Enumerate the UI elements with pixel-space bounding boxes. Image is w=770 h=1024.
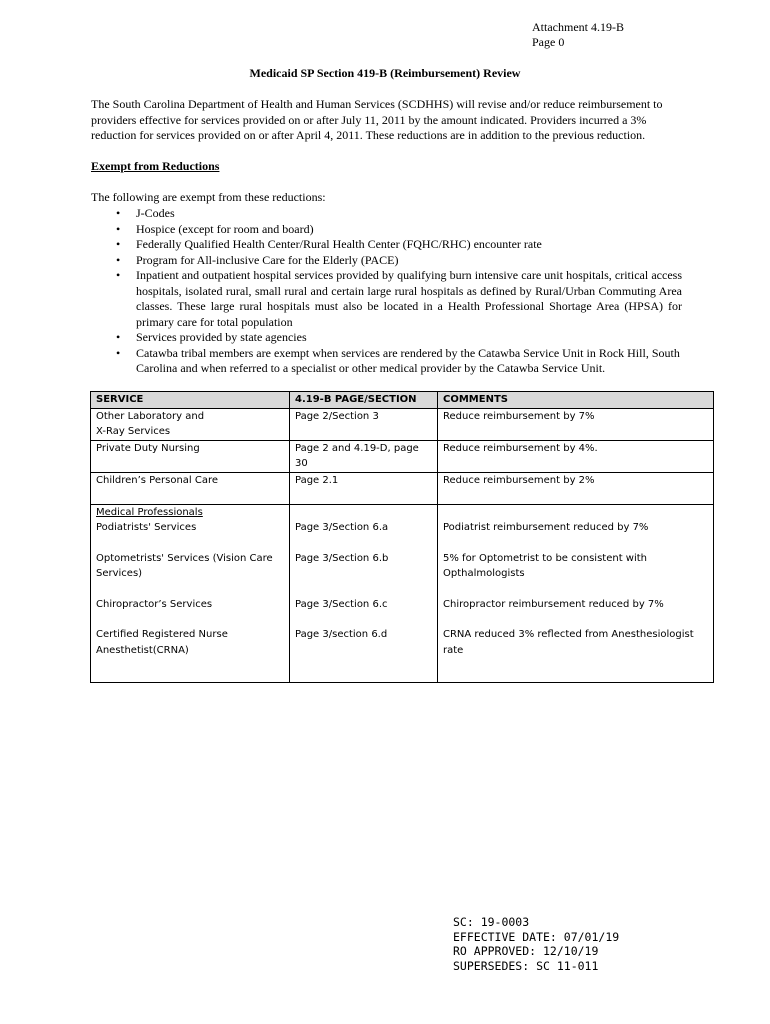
service-line: Other Laboratory and (96, 410, 205, 422)
exempt-item (116, 222, 682, 238)
section-cell (290, 504, 438, 536)
bullet-icon: • (116, 252, 121, 267)
exempt-list (116, 206, 682, 377)
section-cell: Page 3/section 6.d (290, 612, 438, 683)
comment-cell: Reduce reimbursement by 7% (438, 408, 714, 440)
bullet-icon: • (116, 237, 121, 251)
stamp-effective-date: EFFECTIVE DATE: 07/01/19 (453, 929, 620, 944)
service-line: X-Ray Services (96, 426, 171, 437)
exempt-item (116, 268, 682, 330)
table-row (91, 472, 714, 504)
table-row (91, 582, 714, 613)
exempt-item (116, 206, 682, 222)
table-row (91, 408, 714, 440)
comment-line: Podiatrist reimbursement reduced by 7% (443, 522, 649, 533)
table-header-row (91, 392, 714, 409)
exempt-item-text: Services provided by state agencies (136, 330, 307, 344)
attachment-header (532, 20, 624, 50)
header-section: 4.19-B PAGE/SECTION (290, 392, 438, 409)
service-line: Podiatrists' Services (96, 522, 197, 533)
bullet-icon: • (116, 221, 121, 236)
exempt-item-text: J-Codes (136, 206, 175, 220)
header-comments: COMMENTS (438, 392, 714, 409)
section-cell: Page 3/Section 6.b (290, 536, 438, 582)
exempt-item-text: Hospice (except for room and board) (136, 221, 314, 236)
table-row (91, 440, 714, 472)
medical-professionals-heading: Medical Professionals (96, 506, 203, 518)
section-cell: Page 2.1 (290, 472, 438, 504)
intro-paragraph: The South Carolina Department of Health and Human Services (SCDHHS) will revise and/or reduce reimbursement to providers effective for services provided on or after July 11, 2011 by the amount indicated. Providers incurred a 3% reduction for services provided on or after April 4, 2011. These reductions are in addition to the previous reduction. (91, 97, 663, 142)
comment-cell (438, 504, 714, 536)
exempt-item-text: Federally Qualified Health Center/Rural Health Center (FQHC/RHC) encounter rate (136, 237, 542, 251)
bullet-icon: • (116, 345, 121, 360)
section-cell: Page 3/Section 6.c (290, 582, 438, 613)
service-cell: Children’s Personal Care (91, 472, 290, 504)
exempt-item (116, 253, 682, 269)
bullet-icon: • (116, 206, 121, 220)
exempt-item-text: Inpatient and outpatient hospital services provided by qualifying burn intensive care unit hospitals, critical access hospitals, isolated rural, small rural and certain large rural hospitals as defined by Rural/Urban Commuting Area classes. These large rural hospitals must also be located in a Health Professional Shortage Area (HPSA) for primary care for total population (136, 268, 682, 329)
exempt-item (116, 330, 682, 346)
comment-cell: Reduce reimbursement by 2% (438, 472, 714, 504)
section-line: Page 3/Section 6.a (295, 522, 389, 533)
table-row (91, 536, 714, 582)
service-cell (91, 408, 290, 440)
page-number: Page 0 (532, 35, 565, 49)
service-cell: Certified Registered Nurse Anesthetist(CRNA) (91, 612, 290, 683)
approval-stamp (453, 915, 619, 973)
table-row (91, 504, 714, 536)
comment-cell: CRNA reduced 3% reflected from Anesthesiologist rate (438, 612, 714, 683)
attachment-label: Attachment 4.19-B (532, 20, 624, 34)
exempt-item-text: Program for All-inclusive Care for the Elderly (PACE) (136, 252, 399, 267)
section-cell: Page 2 and 4.19-D, page 30 (290, 440, 438, 472)
exempt-heading: Exempt from Reductions (91, 159, 220, 173)
stamp-sc: SC: 19-0003 (453, 915, 530, 929)
reimbursement-table (90, 391, 714, 683)
service-cell (91, 504, 290, 536)
document-title: Medicaid SP Section 419-B (Reimbursement) Review (249, 66, 521, 80)
exempt-item (116, 237, 682, 253)
exempt-lead: The following are exempt from these reductions: (91, 190, 326, 204)
service-cell: Chiropractor’s Services (91, 582, 290, 613)
comment-cell: 5% for Optometrist to be consistent with Opthalmologists (438, 536, 714, 582)
comment-cell: Reduce reimbursement by 4%. (438, 440, 714, 472)
bullet-icon: • (116, 268, 121, 282)
table-row (91, 612, 714, 683)
stamp-supersedes: SUPERSEDES: SC 11-011 (453, 958, 599, 973)
stamp-ro-approved: RO APPROVED: 12/10/19 (453, 944, 599, 958)
exempt-item-text: Catawba tribal members are exempt when services are rendered by the Catawba Service Unit in Rock Hill, South Carolina and when referred to a specialist or other medical provider by the Catawba Service Unit. (136, 345, 680, 375)
service-cell: Private Duty Nursing (91, 440, 290, 472)
bullet-icon: • (116, 330, 121, 344)
section-cell: Page 2/Section 3 (290, 408, 438, 440)
comment-cell: Chiropractor reimbursement reduced by 7% (438, 582, 714, 613)
exempt-item (116, 346, 682, 377)
service-cell: Optometrists' Services (Vision Care Services) (91, 536, 290, 582)
header-service: SERVICE (91, 392, 290, 409)
